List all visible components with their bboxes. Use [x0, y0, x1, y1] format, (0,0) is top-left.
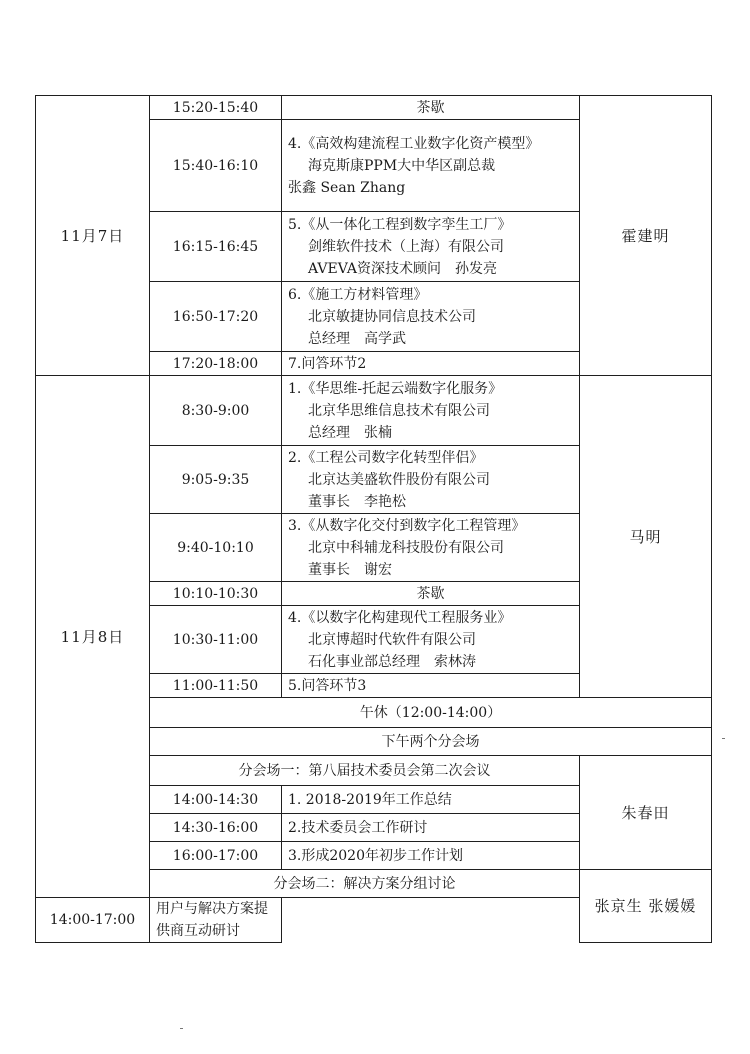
- time-cell: 17:20-18:00: [150, 352, 282, 376]
- topic-cell: [282, 282, 580, 352]
- afternoon-sessions-label: 下午两个分会场: [150, 728, 712, 756]
- speaker-org: 北京博超时代软件有限公司: [308, 631, 476, 648]
- time-cell: 15:20-15:40: [150, 96, 282, 120]
- date-cell: 11月8日: [36, 376, 150, 898]
- time-cell: 10:30-11:00: [150, 606, 282, 674]
- speaker-name: 石化事业部总经理 索林涛: [308, 653, 476, 670]
- topic-cell: 2.技术委员会工作研讨: [282, 814, 580, 842]
- speaker-name: 张鑫 Sean Zhang: [288, 179, 406, 196]
- speaker-name: 董事长 谢宏: [308, 561, 392, 578]
- topic-cell: [282, 120, 580, 212]
- topic-cell: [282, 446, 580, 514]
- time-cell: 10:10-10:30: [150, 582, 282, 606]
- time-cell: 16:50-17:20: [150, 282, 282, 352]
- topic-title: 茶歇: [416, 99, 445, 116]
- speaker-org: 北京华思维信息技术有限公司: [308, 402, 490, 419]
- speaker-org: 北京敏捷协同信息技术公司: [308, 308, 476, 325]
- lunch-break: 午休（12:00-14:00）: [150, 698, 712, 728]
- scan-speck: [180, 1028, 183, 1029]
- host-cell: 马明: [580, 376, 712, 698]
- speaker-org: 剑维软件技术（上海）有限公司: [308, 238, 504, 255]
- host-cell: 霍建明: [580, 96, 712, 376]
- session1-header: 分会场一：第八届技术委员会第二次会议: [150, 756, 580, 786]
- topic-cell: 1. 2018-2019年工作总结: [282, 786, 580, 814]
- topic-cell: [282, 96, 580, 120]
- topic-cell: [282, 212, 580, 282]
- time-cell: 14:00-14:30: [150, 786, 282, 814]
- topic-title: 茶歇: [416, 585, 445, 602]
- topic-cell: [282, 514, 580, 582]
- host-cell: 张京生 张媛媛: [580, 870, 712, 943]
- time-cell: 14:30-16:00: [150, 814, 282, 842]
- host-cell: 朱春田: [580, 756, 712, 870]
- speaker-org: 北京达美盛软件股份有限公司: [308, 471, 490, 488]
- topic-title: 5.《从一体化工程到数字孪生工厂》: [288, 216, 512, 233]
- table-row: [36, 376, 712, 446]
- time-cell: 14:00-17:00: [36, 898, 150, 943]
- topic-cell: [282, 376, 580, 446]
- speaker-org: 北京中科辅龙科技股份有限公司: [308, 539, 504, 556]
- schedule-table: [35, 95, 712, 943]
- session2-header: 分会场二：解决方案分组讨论: [150, 870, 580, 898]
- date-cell: 11月7日: [36, 96, 150, 376]
- topic-cell: [282, 606, 580, 674]
- table-row: [36, 96, 712, 120]
- time-cell: 9:05-9:35: [150, 446, 282, 514]
- time-cell: 8:30-9:00: [150, 376, 282, 446]
- topic-cell: [282, 352, 580, 376]
- time-cell: 15:40-16:10: [150, 120, 282, 212]
- scan-speck: [722, 738, 725, 739]
- time-cell: 9:40-10:10: [150, 514, 282, 582]
- speaker-name: 总经理 张楠: [308, 424, 392, 441]
- topic-title: 7.问答环节2: [288, 355, 367, 372]
- topic-title: 6.《施工方材料管理》: [288, 286, 428, 303]
- time-cell: 11:00-11:50: [150, 674, 282, 698]
- topic-title: 4.《高效构建流程工业数字化资产模型》: [288, 135, 540, 152]
- topic-cell: [282, 582, 580, 606]
- topic-title: 4.《以数字化构建现代工程服务业》: [288, 609, 512, 626]
- topic-cell: 3.形成2020年初步工作计划: [282, 842, 580, 870]
- speaker-name: AVEVA资深技术顾问 孙发亮: [308, 260, 498, 277]
- speaker-name: 总经理 高学武: [308, 330, 406, 347]
- topic-title: 1.《华思维-托起云端数字化服务》: [288, 380, 503, 397]
- speaker-name: 董事长 李艳松: [308, 493, 406, 510]
- time-cell: 16:00-17:00: [150, 842, 282, 870]
- time-cell: 16:15-16:45: [150, 212, 282, 282]
- topic-title: 5.问答环节3: [288, 677, 367, 694]
- speaker-org: 海克斯康PPM大中华区副总裁: [308, 157, 496, 174]
- topic-title: 2.《工程公司数字化转型伴侣》: [288, 449, 484, 466]
- topic-cell: 用户与解决方案提供商互动研讨: [150, 898, 282, 943]
- topic-title: 3.《从数字化交付到数字化工程管理》: [288, 517, 526, 534]
- topic-cell: [282, 674, 580, 698]
